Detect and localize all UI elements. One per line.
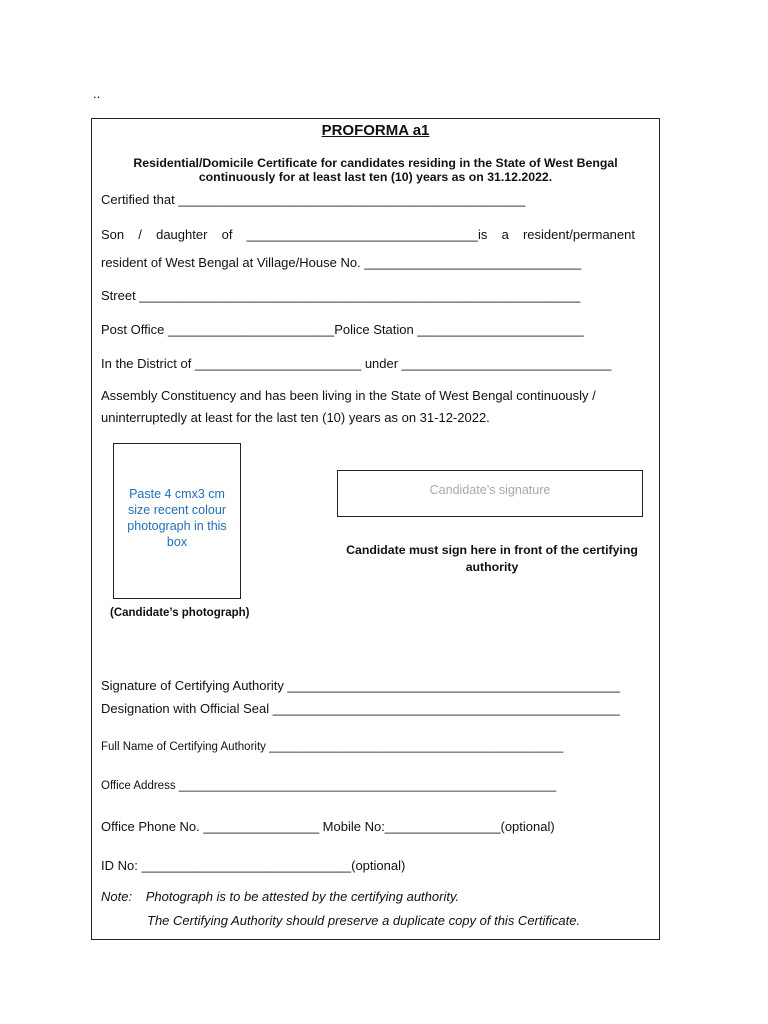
note-line-2: The Certifying Authority should preserve a duplicate copy of this Certificate. — [147, 913, 581, 928]
note-line-1 — [101, 889, 459, 904]
post-office-police-station-field[interactable]: Post Office _______________________Police Station _______________________ — [101, 322, 584, 337]
certified-that-field[interactable]: Certified that ________________________________________________ — [101, 192, 526, 207]
office-address-field[interactable]: Office Address ___________________________________________________________ — [101, 780, 557, 792]
subtitle-line-1: Residential/Domicile Certificate for candidates residing in the State of West Bengal — [133, 156, 618, 170]
village-house-field[interactable]: resident of West Bengal at Village/House No. ______________________________ — [101, 255, 582, 270]
street-field[interactable]: Street _____________________________________________________________ — [101, 288, 581, 303]
designation-seal-field[interactable]: Designation with Official Seal ________________________________________________ — [101, 701, 620, 716]
candidate-signature-placeholder: Candidate’s signature — [429, 483, 551, 497]
form-title: PROFORMA a1 — [321, 122, 430, 139]
photo-box[interactable] — [113, 443, 241, 599]
son-daughter-blank[interactable]: ________________________________is a resident/permanent — [246, 227, 635, 242]
note-label: Note: — [101, 889, 133, 904]
phone-mobile-field[interactable]: Office Phone No. ________________ Mobile No:________________(optional) — [101, 819, 555, 834]
authority-signature-field[interactable]: Signature of Certifying Authority ______________________________________________ — [101, 678, 621, 693]
uninterrupted-text: uninterruptedly at least for the last ten (10) years as on 31-12-2022. — [101, 410, 490, 425]
son-daughter-field[interactable] — [101, 227, 635, 242]
candidate-signature-box[interactable] — [337, 470, 643, 517]
note-text-1: Photograph is to be attested by the certifying authority. — [145, 889, 460, 904]
subtitle-line-2: continuously for at least last ten (10) years as on 31.12.2022. — [198, 170, 553, 184]
form-subtitle — [102, 156, 649, 184]
signature-instruction: Candidate must sign here in front of the certifying authority — [346, 543, 638, 574]
son-daughter-label: Son / daughter of — [101, 227, 233, 242]
photo-caption: (Candidate’s photograph) — [110, 607, 250, 619]
id-number-field[interactable]: ID No: _____________________________(optional) — [101, 858, 406, 873]
assembly-text: Assembly Constituency and has been living in the State of West Bengal continuously / — [101, 388, 596, 403]
page-mark: .. — [93, 86, 101, 101]
proforma-form — [91, 118, 660, 940]
authority-full-name-field[interactable]: Full Name of Certifying Authority ______________________________________________ — [101, 741, 564, 753]
photo-box-text: Paste 4 cmx3 cm size recent colour photograph in this box — [127, 487, 227, 549]
district-field[interactable]: In the District of _______________________ under _____________________________ — [101, 356, 612, 371]
